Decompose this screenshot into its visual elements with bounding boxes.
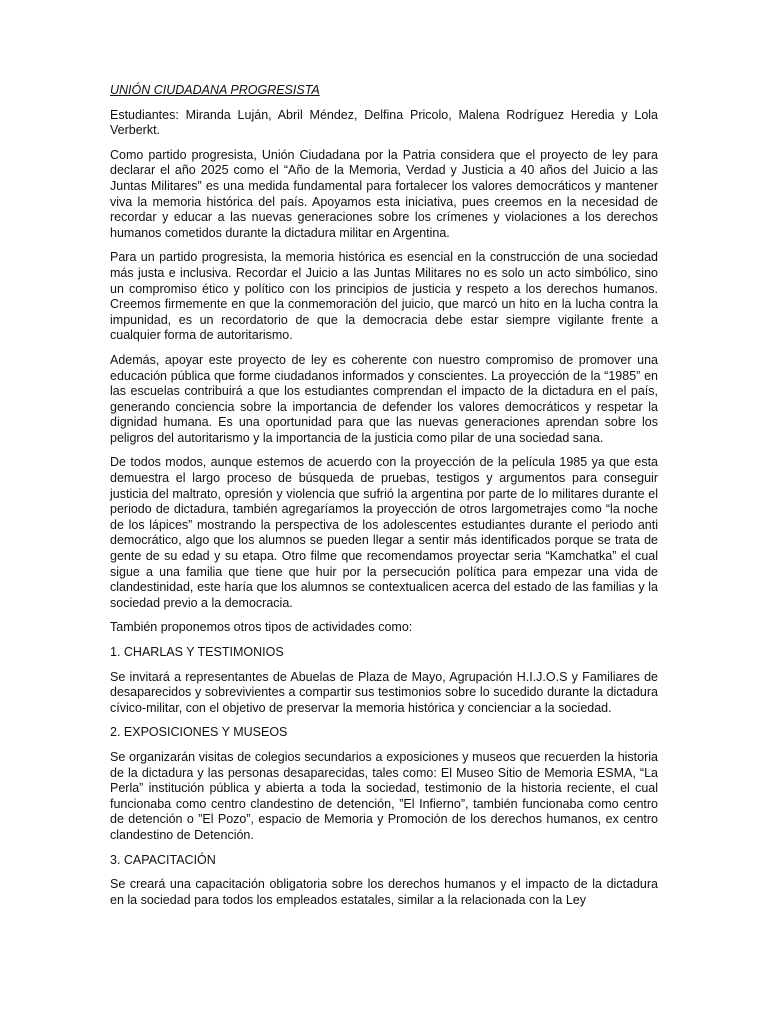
document-title: UNIÓN CIUDADANA PROGRESISTA [110,83,320,97]
section-1-heading: 1. CHARLAS Y TESTIMONIOS [110,645,284,659]
section-3-text: Se creará una capacitación obligatoria sobre los derechos humanos y el impacto de la dictadura en la sociedad para todos los empleados estatales, similar a la relacionada con la Ley [110,877,658,907]
paragraph-4: De todos modos, aunque estemos de acuerdo con la proyección de la película 1985 ya que esta demuestra el largo proceso de búsqueda de pruebas, testigos y argumentos para conseguir justicia del maltrato, opresión y violencia que sufrió la argentina por parte de lo militares durante el periodo de dictadura, también agregaríamos la proyección de otros largometrajes como “la noche de los lápices” mostrando la perspectiva de los adolescentes estudiantes durante el periodo anti democrático, algo que los alumnos se pueden llegar a sentir más identificados porque se trata de gente de su edad y su etapa. Otro filme que recomendamos proyectar seria “Kamchatka” el cual sigue a una familia que tiene que huir por la persecución política para empezar una vida de clandestinidad, este haría que los alumnos se contextualicen acerca del estado de las familias y la sociedad previo a la democracia. [110,455,658,610]
section-2-heading: 2. EXPOSICIONES Y MUSEOS [110,725,288,740]
students-line: Estudiantes: Miranda Luján, Abril Méndez, Delfina Pricolo, Malena Rodríguez Heredia y Lola Verberkt. [110,107,658,138]
section-1-text: Se invitará a representantes de Abuelas de Plaza de Mayo, Agrupación H.I.J.O.S y Familiares de desaparecidos y sobrevivientes a compartir sus testimonios sobre lo sucedido durante la dictadura cívico-militar, con el objetivo de preservar la memoria histórica y concienciar a la sociedad. [110,669,658,715]
paragraph-2: Para un partido progresista, la memoria histórica es esencial en la construcción de una sociedad más justa e inclusiva. Recordar el Juicio a las Juntas Militares no es solo un acto simbólico, sino un compromiso ético y político con los principios de justicia y respeto a los derechos humanos. Creemos firmemente en que la conmemoración del juicio, que marcó un hito en la lucha contra la impunidad, es un recordatorio de que la democracia debe estar siempre vigilante frente a cualquier forma de autoritarismo. [110,250,658,343]
paragraph-5: También proponemos otros tipos de actividades como: [110,620,413,635]
paragraph-3: Además, apoyar este proyecto de ley es coherente con nuestro compromiso de promover una educación pública que forme ciudadanos informados y conscientes. La proyección de la “1985” en las escuelas contribuirá a que los estudiantes comprendan el impacto de la dictadura en el país, generando conciencia sobre la importancia de defender los valores democráticos y respetar la dignidad humana. Es una oportunidad para que las nuevas generaciones aprendan sobre los peligros del autoritarismo y la importancia de la justicia como pilar de una sociedad sana. [110,352,658,445]
section-2-text: Se organizarán visitas de colegios secundarios a exposiciones y museos que recuerden la historia de la dictadura y las personas desaparecidas, tales como: El Museo Sitio de Memoria ESMA, “La Perla” institución pública y abierta a toda la sociedad, testimonio de la historia reciente, el cual funcionaba como centro clandestino de detención, ”El Infierno”, también funcionaba como centro de detención o ”El Pozo”, espacio de Memoria y Promoción de los derechos humanos, ex centro clandestino de Detención. [110,749,658,842]
document-body [110,83,658,917]
section-3-heading: 3. CAPACITACIÓN [110,852,216,867]
paragraph-1: Como partido progresista, Unión Ciudadana por la Patria considera que el proyecto de ley para declarar el año 2025 como el “Año de la Memoria, Verdad y Justicia a 40 años del Juicio a las Juntas Militares” es una medida fundamental para fortalecer los valores democráticos y mantener viva la memoria histórica del país. Apoyamos esta iniciativa, pues creemos en la necesidad de recordar y educar a las nuevas generaciones sobre los crímenes y violaciones a los derechos humanos cometidos durante la dictadura militar en Argentina. [110,147,658,240]
